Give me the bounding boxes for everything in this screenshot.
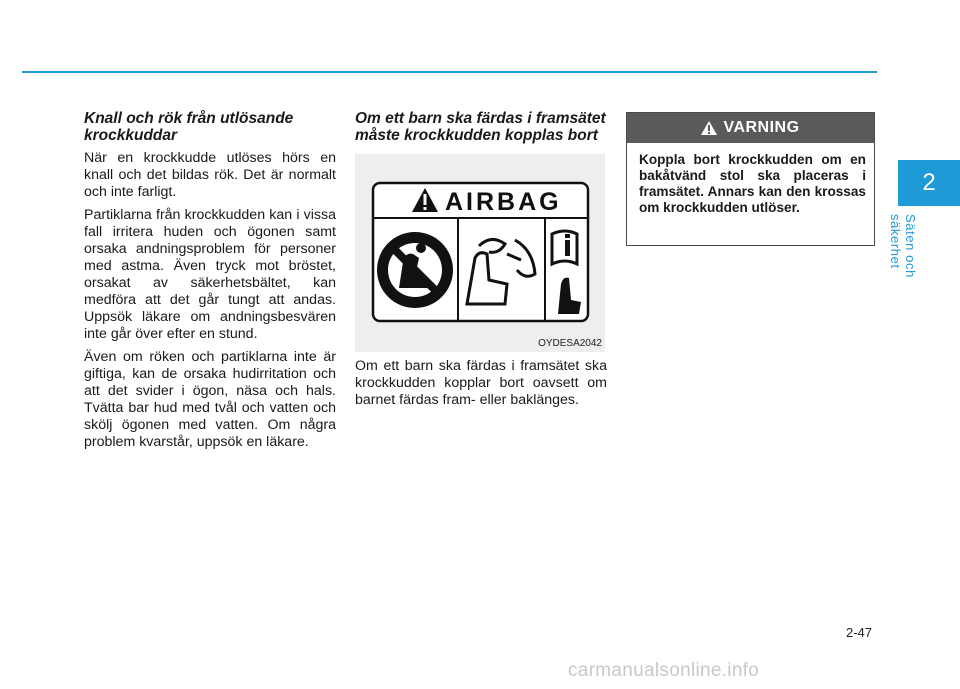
airbag-label-text: AIRBAG xyxy=(445,188,562,216)
figure-code: OYDESA2042 xyxy=(538,338,602,349)
airbag-label-figure xyxy=(355,154,605,352)
section-heading-smoke: Knall och rök från utlösande krockkuddar xyxy=(84,110,294,144)
airbag-label-illustration xyxy=(355,154,605,352)
figure-caption: Om ett barn ska färdas i framsätet ska krockkudden kopplar bort oavsett om barnet färdas fram- eller baklänges. xyxy=(355,358,607,408)
section-heading-child-seat: Om ett barn ska färdas i framsätet måste krockkudden kopplas bort xyxy=(355,110,606,144)
top-rule xyxy=(22,71,877,73)
warning-triangle-icon xyxy=(701,121,717,135)
chapter-number-tab: 2 xyxy=(898,160,960,206)
page-number: 2-47 xyxy=(846,625,873,640)
paragraph: Även om röken och partiklarna inte är giftiga, kan de orsaka hudirritation och att det svider i ögon, näsa och hals. Tvätta bar hud med tvål och vatten och skölj ögonen med vatten. Om några problem kvarstår, uppsök en läkare. xyxy=(84,349,336,450)
chapter-title: Säten och säkerhet xyxy=(888,214,918,278)
warning-header xyxy=(627,113,874,143)
column-left xyxy=(84,110,336,457)
warning-text: Koppla bort krockkudden om en bakåtvänd stol ska placeras i framsätet. Annars kan den krossas om krockkudden utlöser. xyxy=(639,152,866,215)
warning-title: VARNING xyxy=(723,119,800,136)
watermark: carmanualsonline.info xyxy=(568,660,760,681)
paragraph: Partiklarna från krockkudden kan i vissa fall irritera huden och ögonen samt orsaka andningsproblem för personer med astma. Även tryck mot bröstet, orsakat av säkerhetsbältet, kan medföra att det går tungt att andas. Uppsök läkare om andningsbesvären inte går över efter en stund. xyxy=(84,207,336,342)
no-rear-facing-seat-icon xyxy=(377,232,453,308)
column-middle xyxy=(355,110,607,415)
warning-box xyxy=(626,112,875,246)
paragraph: När en krockkudde utlöses hörs en knall och det bildas rök. Det är normalt och inte farligt. xyxy=(84,150,336,200)
